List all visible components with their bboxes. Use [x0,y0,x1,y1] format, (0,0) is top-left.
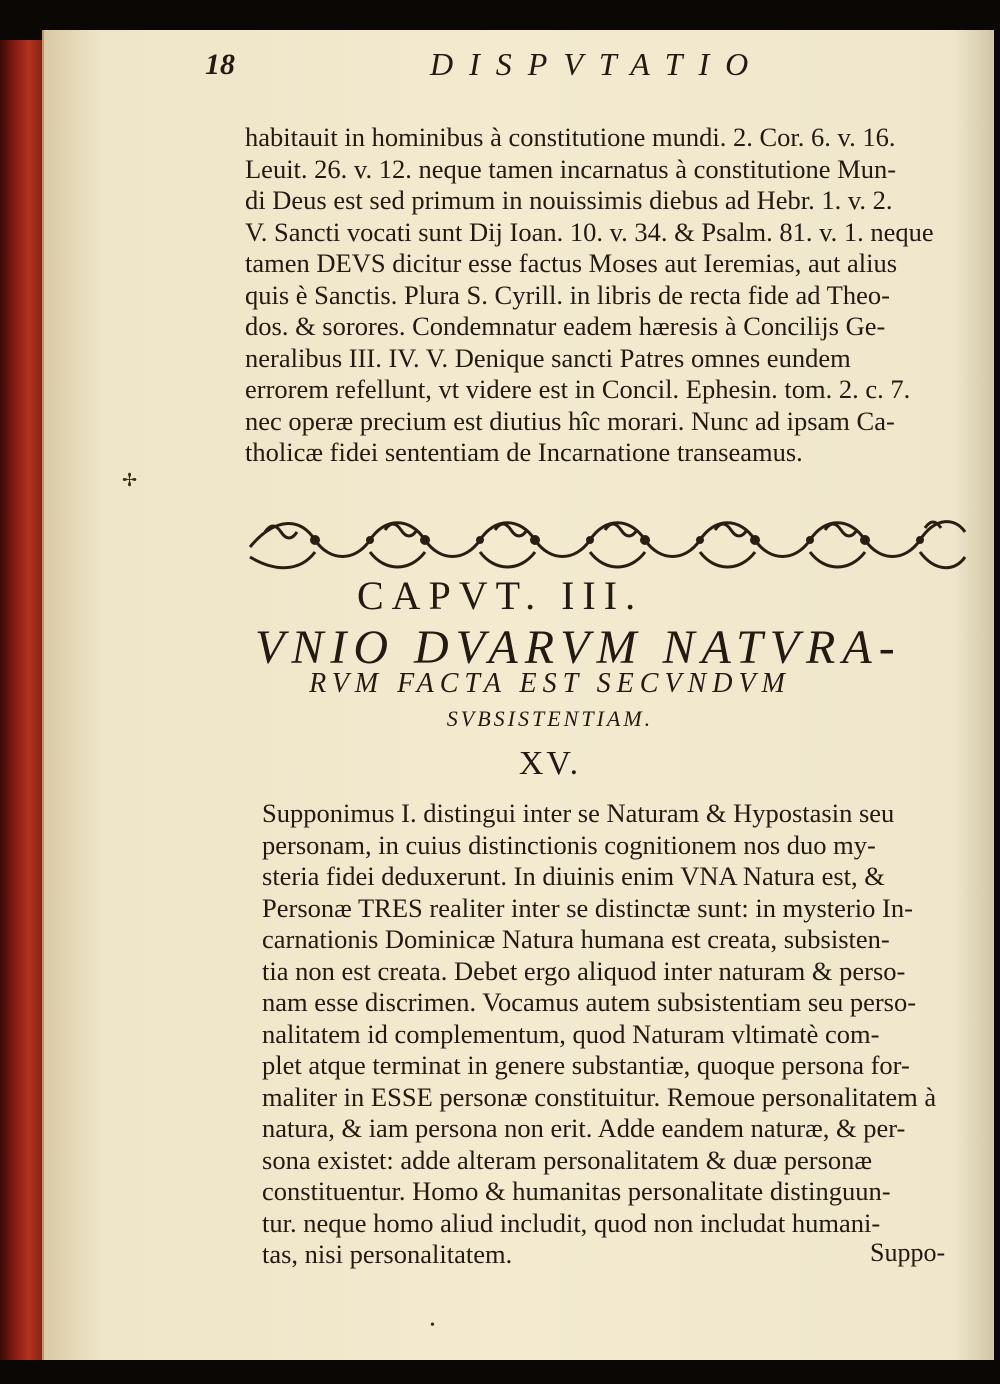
text-line: sona existet: adde alteram personalitatem & duæ personæ [262,1144,873,1175]
chapter-title-line-2: RVM FACTA EST SECVNDVM [309,668,791,699]
running-title: DISPVTATIO [430,46,765,82]
text-line: plet atque terminat in genere substantiæ, quoque persona for- [262,1050,910,1080]
ink-speck: • [430,1318,435,1333]
text-line: nalitatem id complementum, quod Naturam vltimatè com- [262,1018,880,1049]
text-line: tas, nisi personalitatem. [262,1239,513,1269]
text-line: carnationis Dominicæ Natura humana est creata, subsisten- [262,924,890,954]
text-line: di Deus est sed primum in nouissimis diebus ad Hebr. 1. v. 2. [245,185,893,215]
chapter-title-line-3: SVBSISTENTIAM. [446,706,654,731]
body-top-paragraph [245,122,965,469]
text-line: constituentur. Homo & humanitas personalitate distinguun- [262,1176,891,1206]
text-line: Supponimus I. distingui inter se Naturam & Hypostasin seu [262,798,895,828]
body-main-paragraph [262,798,982,1271]
ink-speck: ✢ [122,470,138,490]
text-line: nec operæ precium est diutius hîc morari. Nunc ad ipsam Ca- [245,405,895,436]
text-line: Leuit. 26. v. 12. neque tamen incarnatus à constitutione Mun- [245,153,897,184]
section-number: XV. [518,745,582,782]
text-line: nam esse discrimen. Vocamus autem subsistentiam seu perso- [262,987,917,1017]
text-line: personam, in cuius distinctionis cognitionem nos duo my- [262,829,876,860]
text-line: errorem refellunt, vt videre est in Concil. Ephesin. tom. 2. c. 7. [245,374,911,404]
chapter-title-line-1: VNIO DVARVM NATVRA- [255,621,902,674]
text-line: V. Sancti vocati sunt Dij Ioan. 10. v. 34. & Psalm. 81. v. 1. neque [245,216,934,247]
page-header [205,46,925,90]
text-line: neralibus III. IV. V. Denique sancti Patres omnes eundem [245,342,851,373]
decorative-headpiece [245,502,970,578]
text-line: dos. & sorores. Condemnatur eadem hæresis à Concilijs Ge- [245,311,886,341]
text-line: natura, & iam persona non erit. Adde eandem naturæ, & per- [262,1113,906,1143]
text-line: tia non est creata. Debet ergo aliquod inter naturam & perso- [262,955,906,986]
text-line: quis è Sanctis. Plura S. Cyrill. in libris de recta fide ad Theo- [245,279,890,310]
text-line: steria fidei deduxerunt. In diuinis enim VNA Natura est, & [262,861,885,891]
text-line: tur. neque homo aliud includit, quod non includat humani- [262,1207,881,1238]
text-line: habitauit in hominibus à constitutione mundi. 2. Cor. 6. v. 16. [245,122,896,152]
catchword: Suppo- [870,1238,946,1267]
text-line: tholicæ fidei sententiam de Incarnatione transeamus. [245,437,803,467]
book-edge [0,40,48,1360]
page-number: 18 [205,48,235,81]
text-line: maliter in ESSE personæ constituitur. Remoue personalitatem à [262,1081,937,1112]
text-line: tamen DEVS dicitur esse factus Moses aut Ieremias, aut alius [245,248,898,278]
chapter-label: CAPVT. III. [356,573,644,618]
text-line: Personæ TRES realiter inter se distinctæ sunt: in mysterio In- [262,892,913,923]
